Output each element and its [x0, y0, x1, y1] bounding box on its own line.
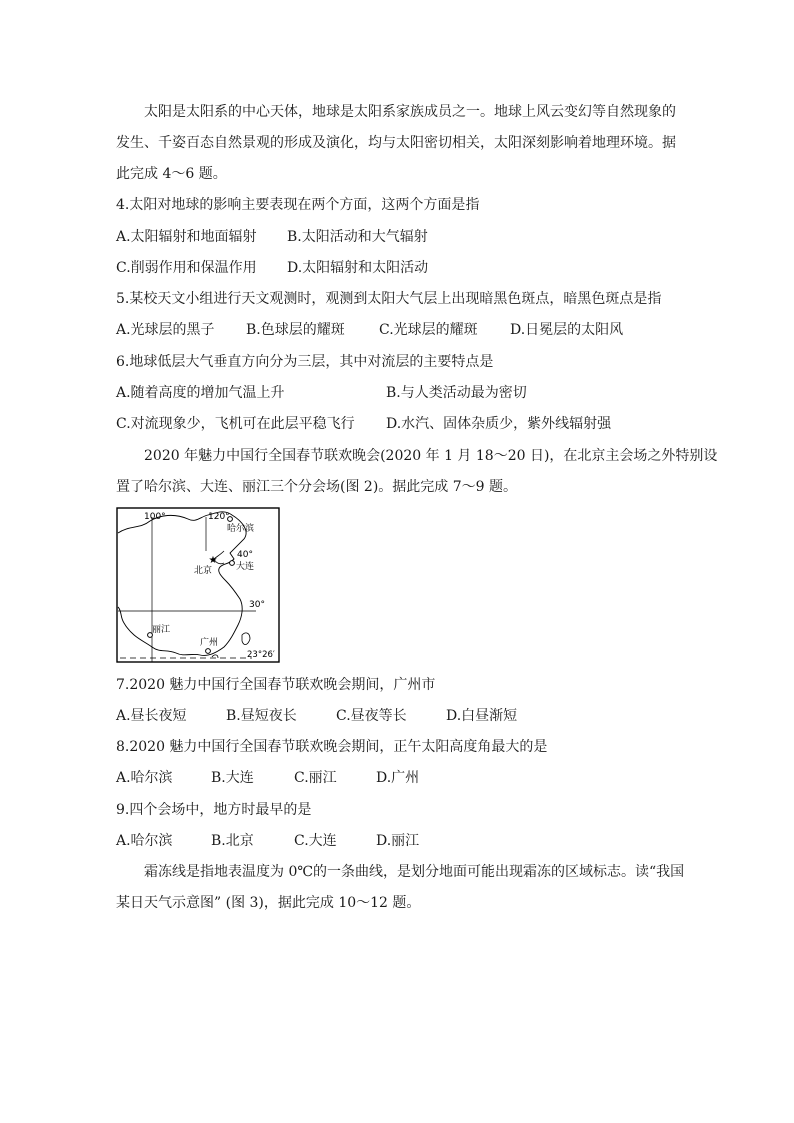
guangzhou-dot	[206, 649, 211, 654]
question-7-option-d: D.白昼渐短	[446, 708, 518, 724]
question-8-stem: 8.2020 魅力中国行全国春节联欢晚会期间，正午太阳高度角最大的是	[116, 739, 548, 755]
passage-2-line-1: 2020 年魅力中国行全国春节联欢晚会(2020 年 1 月 18～20 日)，在北京主会场之外特别设	[144, 448, 718, 464]
label-latitude-40: 40°	[237, 550, 253, 560]
question-6-stem: 6.地球低层大气垂直方向分为三层，其中对流层的主要特点是	[116, 354, 494, 370]
label-tropic-of-cancer: 23°26′	[247, 650, 275, 660]
question-8-option-c: C.丽江	[294, 770, 337, 786]
label-longitude-100: 100°	[144, 512, 166, 522]
question-4-option-c: C.削弱作用和保温作用	[116, 260, 257, 276]
question-5-option-d: D.日冕层的太阳风	[510, 322, 624, 338]
question-5-option-c: C.光球层的耀斑	[379, 322, 478, 338]
passage-1-line-2: 发生、千姿百态自然景观的形成及演化，均与太阳密切相关，太阳深刻影响着地理环境。据	[116, 135, 676, 151]
question-6-option-d: D.水汽、固体杂质少，紫外线辐射强	[386, 416, 612, 432]
passage-3-line-1: 霜冻线是指地表温度为 0℃的一条曲线，是划分地面可能出现霜冻的区域标志。读“我国	[144, 864, 685, 880]
label-latitude-30: 30°	[249, 600, 265, 610]
passage-2-line-2: 置了哈尔滨、大连、丽江三个分会场(图 2)。据此完成 7～9 题。	[116, 479, 517, 495]
label-guangzhou: 广州	[200, 638, 219, 648]
map-frame	[117, 508, 279, 662]
label-dalian: 大连	[236, 562, 255, 572]
question-8-option-a: A.哈尔滨	[116, 770, 173, 786]
question-4-option-b: B.太阳活动和大气辐射	[287, 229, 428, 245]
passage-1-line-1: 太阳是太阳系的中心天体，地球是太阳系家族成员之一。地球上风云变幻等自然现象的	[144, 104, 676, 120]
question-5-option-a: A.光球层的黑子	[116, 322, 215, 338]
question-6-option-b: B.与人类活动最为密切	[386, 385, 527, 401]
label-longitude-120: 120°	[208, 512, 230, 522]
question-4-stem: 4.太阳对地球的影响主要表现在两个方面，这两个方面是指	[116, 197, 480, 213]
question-6-option-a: A.随着高度的增加气温上升	[116, 385, 285, 401]
question-9-option-d: D.丽江	[376, 833, 420, 849]
question-7-option-b: B.昼短夜长	[226, 708, 297, 724]
question-7-option-a: A.昼长夜短	[116, 708, 187, 724]
dalian-dot	[230, 561, 235, 566]
question-9-option-b: B.北京	[211, 833, 254, 849]
question-7-stem: 7.2020 魅力中国行全国春节联欢晚会期间，广州市	[116, 677, 436, 693]
passage-3-line-2: 某日天气示意图” (图 3)，据此完成 10～12 题。	[116, 895, 421, 911]
question-9-stem: 9.四个会场中，地方时最早的是	[116, 802, 312, 818]
question-7-option-c: C.昼夜等长	[336, 708, 407, 724]
question-9-option-a: A.哈尔滨	[116, 833, 173, 849]
question-8-option-d: D.广州	[376, 770, 420, 786]
question-6-option-c: C.对流现象少，飞机可在此层平稳飞行	[116, 416, 355, 432]
beijing-star-icon: ★	[208, 555, 218, 566]
label-harbin: 哈尔滨	[227, 524, 255, 534]
question-8-option-b: B.大连	[211, 770, 254, 786]
china-map-figure	[116, 507, 280, 663]
label-lijiang: 丽江	[152, 625, 171, 635]
question-4-option-a: A.太阳辐射和地面辐射	[116, 229, 257, 245]
question-4-option-d: D.太阳辐射和太阳活动	[287, 260, 429, 276]
passage-1-line-3: 此完成 4～6 题。	[116, 166, 227, 182]
label-beijing: 北京	[194, 566, 213, 576]
question-5-option-b: B.色球层的耀斑	[246, 322, 345, 338]
question-9-option-c: C.大连	[294, 833, 337, 849]
question-5-stem: 5.某校天文小组进行天文观测时，观测到太阳大气层上出现暗黑色斑点，暗黑色斑点是指	[116, 291, 662, 307]
